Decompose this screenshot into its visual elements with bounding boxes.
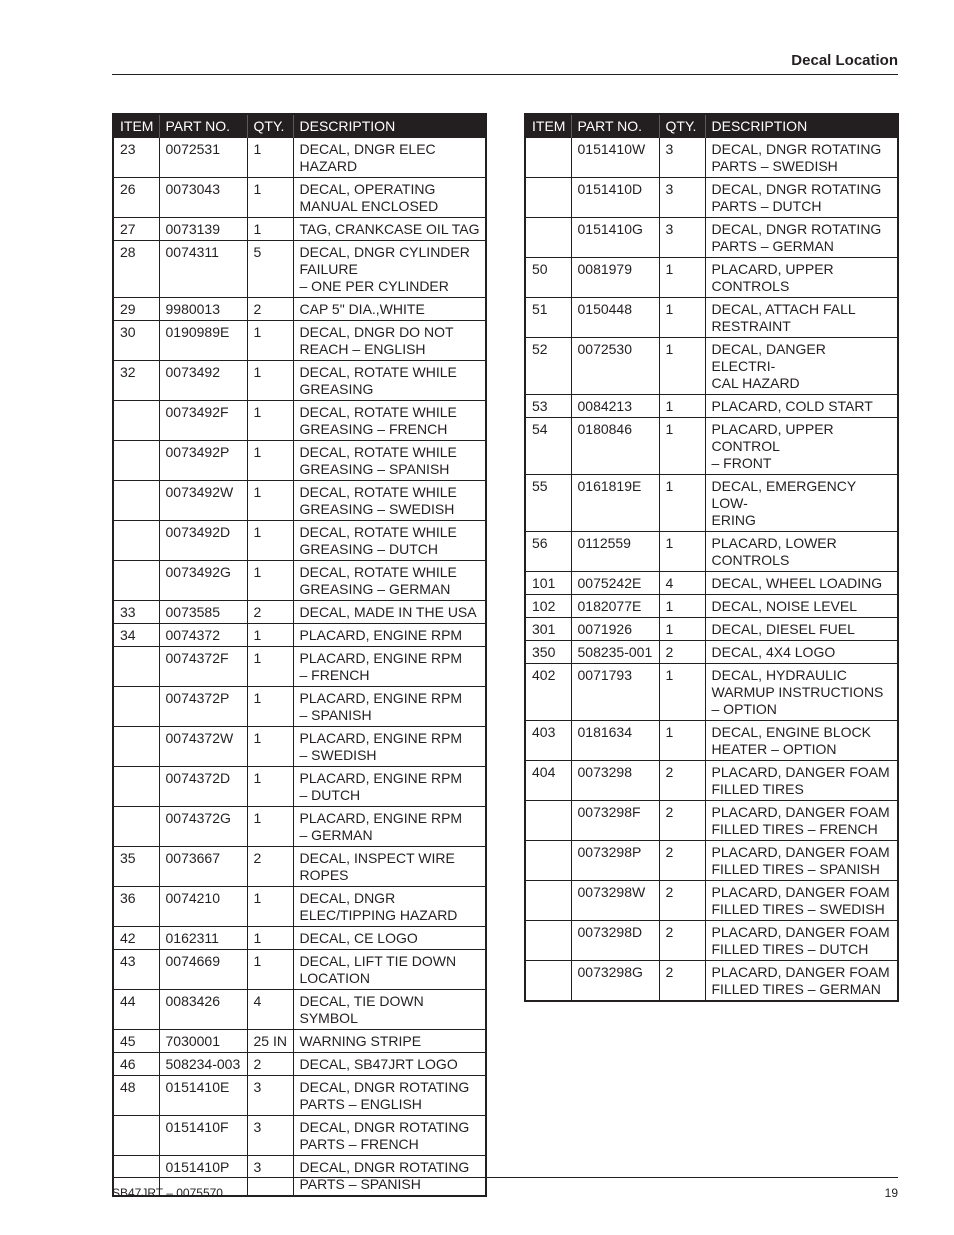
column-header-item: ITEM xyxy=(113,114,159,138)
part-no-cell: 0074372D xyxy=(159,767,247,807)
item-cell: 51 xyxy=(525,298,571,338)
table-row xyxy=(113,1116,486,1156)
column-header-qty: QTY. xyxy=(659,114,705,138)
column-header-description: DESCRIPTION xyxy=(293,114,486,138)
item-cell: 44 xyxy=(113,990,159,1030)
qty-cell: 1 xyxy=(247,401,293,441)
description-cell: PLACARD, ENGINE RPM – SWEDISH xyxy=(293,727,486,767)
item-cell xyxy=(525,961,571,1002)
part-no-cell: 0151410G xyxy=(571,218,659,258)
description-cell: DECAL, DNGR DO NOT REACH – ENGLISH xyxy=(293,321,486,361)
qty-cell: 2 xyxy=(659,801,705,841)
part-no-cell: 0073298 xyxy=(571,761,659,801)
description-cell: DECAL, DNGR ROTATING PARTS – GERMAN xyxy=(705,218,898,258)
part-no-cell: 0073667 xyxy=(159,847,247,887)
table-row xyxy=(113,521,486,561)
part-no-cell: 0151410E xyxy=(159,1076,247,1116)
table-row xyxy=(525,258,898,298)
qty-cell: 2 xyxy=(247,1053,293,1076)
table-row xyxy=(113,138,486,178)
item-cell: 301 xyxy=(525,618,571,641)
description-cell: DECAL, DNGR ROTATING PARTS – FRENCH xyxy=(293,1116,486,1156)
qty-cell: 1 xyxy=(247,441,293,481)
description-cell: DECAL, ROTATE WHILE GREASING – SWEDISH xyxy=(293,481,486,521)
qty-cell: 2 xyxy=(659,881,705,921)
table-row xyxy=(525,761,898,801)
table-row xyxy=(525,921,898,961)
qty-cell: 3 xyxy=(247,1156,293,1197)
description-cell: DECAL, SB47JRT LOGO xyxy=(293,1053,486,1076)
table-row xyxy=(525,801,898,841)
part-no-cell: 0074311 xyxy=(159,241,247,298)
description-cell: DECAL, LIFT TIE DOWN LOCATION xyxy=(293,950,486,990)
description-cell: DECAL, OPERATING MANUAL ENCLOSED xyxy=(293,178,486,218)
parts-table-left xyxy=(112,113,487,1197)
item-cell: 35 xyxy=(113,847,159,887)
part-no-cell: 0074210 xyxy=(159,887,247,927)
table-row xyxy=(113,767,486,807)
item-cell xyxy=(113,521,159,561)
item-cell: 45 xyxy=(113,1030,159,1053)
description-cell: DECAL, ROTATE WHILE GREASING – DUTCH xyxy=(293,521,486,561)
description-cell: DECAL, DANGER ELECTRI- CAL HAZARD xyxy=(705,338,898,395)
description-cell: DECAL, NOISE LEVEL xyxy=(705,595,898,618)
qty-cell: 2 xyxy=(247,298,293,321)
part-no-cell: 508234-003 xyxy=(159,1053,247,1076)
qty-cell: 1 xyxy=(247,178,293,218)
table-row xyxy=(113,990,486,1030)
description-cell: DECAL, INSPECT WIRE ROPES xyxy=(293,847,486,887)
item-cell: 50 xyxy=(525,258,571,298)
item-cell xyxy=(113,561,159,601)
item-cell xyxy=(525,921,571,961)
description-cell: DECAL, ENGINE BLOCK HEATER – OPTION xyxy=(705,721,898,761)
qty-cell: 2 xyxy=(659,841,705,881)
part-no-cell: 0072531 xyxy=(159,138,247,178)
part-no-cell: 0182077E xyxy=(571,595,659,618)
description-cell: DECAL, DNGR ELEC/TIPPING HAZARD xyxy=(293,887,486,927)
part-no-cell: 0073492 xyxy=(159,361,247,401)
description-cell: DECAL, DNGR ROTATING PARTS – ENGLISH xyxy=(293,1076,486,1116)
qty-cell: 1 xyxy=(247,218,293,241)
document-number: SB47JRT – 0075570 xyxy=(112,1186,223,1200)
description-cell: PLACARD, LOWER CONTROLS xyxy=(705,532,898,572)
item-cell xyxy=(113,767,159,807)
qty-cell: 2 xyxy=(659,921,705,961)
table-row xyxy=(525,532,898,572)
description-cell: PLACARD, UPPER CONTROLS xyxy=(705,258,898,298)
item-cell: 404 xyxy=(525,761,571,801)
table-row xyxy=(113,950,486,990)
table-row xyxy=(113,1030,486,1053)
description-cell: PLACARD, DANGER FOAM FILLED TIRES – SWEDISH xyxy=(705,881,898,921)
table-row xyxy=(113,361,486,401)
part-no-cell: 0071793 xyxy=(571,664,659,721)
item-cell: 43 xyxy=(113,950,159,990)
description-cell: PLACARD, ENGINE RPM – DUTCH xyxy=(293,767,486,807)
table-row xyxy=(525,395,898,418)
part-no-cell: 0073043 xyxy=(159,178,247,218)
part-no-cell: 0074372 xyxy=(159,624,247,647)
column-header-description: DESCRIPTION xyxy=(705,114,898,138)
table-row xyxy=(525,841,898,881)
qty-cell: 1 xyxy=(659,418,705,475)
description-cell: PLACARD, ENGINE RPM – FRENCH xyxy=(293,647,486,687)
item-cell xyxy=(113,687,159,727)
part-no-cell: 0073492D xyxy=(159,521,247,561)
part-no-cell: 0180846 xyxy=(571,418,659,475)
qty-cell: 1 xyxy=(247,647,293,687)
item-cell: 46 xyxy=(113,1053,159,1076)
table-row xyxy=(113,647,486,687)
description-cell: TAG, CRANKCASE OIL TAG xyxy=(293,218,486,241)
qty-cell: 2 xyxy=(659,961,705,1002)
qty-cell: 1 xyxy=(247,887,293,927)
table-header-row xyxy=(113,114,486,138)
table-row xyxy=(113,1076,486,1116)
item-cell: 33 xyxy=(113,601,159,624)
item-cell xyxy=(525,218,571,258)
part-no-cell: 0073298F xyxy=(571,801,659,841)
part-no-cell: 0190989E xyxy=(159,321,247,361)
table-row xyxy=(525,178,898,218)
item-cell xyxy=(525,138,571,178)
table-row xyxy=(525,881,898,921)
qty-cell: 25 IN xyxy=(247,1030,293,1053)
column-header-part-no: PART NO. xyxy=(159,114,247,138)
item-cell: 102 xyxy=(525,595,571,618)
item-cell: 23 xyxy=(113,138,159,178)
part-no-cell: 0150448 xyxy=(571,298,659,338)
item-cell: 402 xyxy=(525,664,571,721)
table-row xyxy=(113,687,486,727)
description-cell: PLACARD, DANGER FOAM FILLED TIRES – SPANISH xyxy=(705,841,898,881)
qty-cell: 1 xyxy=(659,395,705,418)
part-no-cell: 0075242E xyxy=(571,572,659,595)
qty-cell: 1 xyxy=(659,721,705,761)
item-cell xyxy=(113,727,159,767)
item-cell: 101 xyxy=(525,572,571,595)
part-no-cell: 0073298G xyxy=(571,961,659,1002)
table-row xyxy=(525,595,898,618)
item-cell xyxy=(113,441,159,481)
description-cell: PLACARD, ENGINE RPM – SPANISH xyxy=(293,687,486,727)
table-row xyxy=(525,618,898,641)
description-cell: DECAL, HYDRAULIC WARMUP INSTRUCTIONS – OPTION xyxy=(705,664,898,721)
header-rule xyxy=(112,74,898,75)
description-cell: DECAL, EMERGENCY LOW- ERING xyxy=(705,475,898,532)
qty-cell: 2 xyxy=(247,847,293,887)
part-no-cell: 0073492G xyxy=(159,561,247,601)
qty-cell: 1 xyxy=(247,138,293,178)
part-no-cell: 0084213 xyxy=(571,395,659,418)
item-cell: 32 xyxy=(113,361,159,401)
description-cell: DECAL, ROTATE WHILE GREASING xyxy=(293,361,486,401)
item-cell: 55 xyxy=(525,475,571,532)
part-no-cell: 0151410D xyxy=(571,178,659,218)
qty-cell: 3 xyxy=(247,1076,293,1116)
qty-cell: 3 xyxy=(659,218,705,258)
footer-rule xyxy=(112,1177,898,1178)
description-cell: DECAL, ATTACH FALL RESTRAINT xyxy=(705,298,898,338)
part-no-cell: 0073298P xyxy=(571,841,659,881)
part-no-cell: 0074372F xyxy=(159,647,247,687)
part-no-cell: 0151410P xyxy=(159,1156,247,1197)
description-cell: DECAL, DNGR ROTATING PARTS – SPANISH xyxy=(293,1156,486,1197)
qty-cell: 1 xyxy=(247,727,293,767)
item-cell xyxy=(113,401,159,441)
qty-cell: 1 xyxy=(659,595,705,618)
item-cell: 27 xyxy=(113,218,159,241)
table-header-row xyxy=(525,114,898,138)
description-cell: DECAL, TIE DOWN SYMBOL xyxy=(293,990,486,1030)
table-row xyxy=(525,298,898,338)
item-cell: 29 xyxy=(113,298,159,321)
qty-cell: 1 xyxy=(659,258,705,298)
item-cell xyxy=(113,647,159,687)
item-cell: 42 xyxy=(113,927,159,950)
part-no-cell: 0073492W xyxy=(159,481,247,521)
qty-cell: 4 xyxy=(659,572,705,595)
column-header-part-no: PART NO. xyxy=(571,114,659,138)
table-row xyxy=(113,624,486,647)
table-row xyxy=(525,218,898,258)
table-row xyxy=(113,178,486,218)
qty-cell: 1 xyxy=(247,624,293,647)
description-cell: DECAL, 4X4 LOGO xyxy=(705,641,898,664)
qty-cell: 1 xyxy=(659,475,705,532)
item-cell: 350 xyxy=(525,641,571,664)
qty-cell: 1 xyxy=(247,481,293,521)
item-cell: 34 xyxy=(113,624,159,647)
qty-cell: 1 xyxy=(659,298,705,338)
table-row xyxy=(525,138,898,178)
description-cell: PLACARD, ENGINE RPM xyxy=(293,624,486,647)
part-no-cell: 9980013 xyxy=(159,298,247,321)
part-no-cell: 0151410W xyxy=(571,138,659,178)
part-no-cell: 0074372P xyxy=(159,687,247,727)
qty-cell: 1 xyxy=(247,807,293,847)
table-row xyxy=(113,847,486,887)
part-no-cell: 0074669 xyxy=(159,950,247,990)
table-row xyxy=(525,418,898,475)
item-cell: 53 xyxy=(525,395,571,418)
table-row xyxy=(113,807,486,847)
description-cell: DECAL, DNGR CYLINDER FAILURE – ONE PER CYLINDER xyxy=(293,241,486,298)
qty-cell: 2 xyxy=(659,641,705,664)
description-cell: DECAL, ROTATE WHILE GREASING – SPANISH xyxy=(293,441,486,481)
part-no-cell: 0073139 xyxy=(159,218,247,241)
qty-cell: 1 xyxy=(247,521,293,561)
description-cell: PLACARD, DANGER FOAM FILLED TIRES – GERMAN xyxy=(705,961,898,1002)
table-row xyxy=(113,321,486,361)
qty-cell: 1 xyxy=(247,950,293,990)
item-cell: 403 xyxy=(525,721,571,761)
qty-cell: 1 xyxy=(659,618,705,641)
table-row xyxy=(113,298,486,321)
column-header-item: ITEM xyxy=(525,114,571,138)
table-row xyxy=(525,961,898,1002)
table-row xyxy=(113,561,486,601)
item-cell: 48 xyxy=(113,1076,159,1116)
item-cell: 30 xyxy=(113,321,159,361)
item-cell: 54 xyxy=(525,418,571,475)
table-row xyxy=(525,572,898,595)
item-cell: 52 xyxy=(525,338,571,395)
part-no-cell: 0081979 xyxy=(571,258,659,298)
table-row xyxy=(525,664,898,721)
part-no-cell: 0073298D xyxy=(571,921,659,961)
item-cell: 36 xyxy=(113,887,159,927)
part-no-cell: 0073492F xyxy=(159,401,247,441)
table-row xyxy=(525,641,898,664)
item-cell xyxy=(113,807,159,847)
description-cell: PLACARD, DANGER FOAM FILLED TIRES – DUTCH xyxy=(705,921,898,961)
description-cell: CAP 5" DIA.,WHITE xyxy=(293,298,486,321)
description-cell: PLACARD, ENGINE RPM – GERMAN xyxy=(293,807,486,847)
qty-cell: 1 xyxy=(247,687,293,727)
description-cell: PLACARD, DANGER FOAM FILLED TIRES xyxy=(705,761,898,801)
description-cell: DECAL, DIESEL FUEL xyxy=(705,618,898,641)
qty-cell: 1 xyxy=(659,338,705,395)
qty-cell: 1 xyxy=(247,927,293,950)
table-row xyxy=(113,887,486,927)
qty-cell: 4 xyxy=(247,990,293,1030)
item-cell xyxy=(113,1116,159,1156)
part-no-cell: 0162311 xyxy=(159,927,247,950)
qty-cell: 3 xyxy=(659,178,705,218)
table-row xyxy=(113,601,486,624)
qty-cell: 1 xyxy=(659,532,705,572)
part-no-cell: 0151410F xyxy=(159,1116,247,1156)
description-cell: DECAL, DNGR ROTATING PARTS – DUTCH xyxy=(705,178,898,218)
item-cell: 28 xyxy=(113,241,159,298)
item-cell xyxy=(113,481,159,521)
table-row xyxy=(113,441,486,481)
item-cell: 56 xyxy=(525,532,571,572)
description-cell: DECAL, CE LOGO xyxy=(293,927,486,950)
description-cell: DECAL, MADE IN THE USA xyxy=(293,601,486,624)
table-row xyxy=(525,475,898,532)
part-no-cell: 0074372W xyxy=(159,727,247,767)
part-no-cell: 7030001 xyxy=(159,1030,247,1053)
description-cell: PLACARD, DANGER FOAM FILLED TIRES – FRENCH xyxy=(705,801,898,841)
page-title: Decal Location xyxy=(791,52,898,69)
part-no-cell: 0074372G xyxy=(159,807,247,847)
qty-cell: 1 xyxy=(247,767,293,807)
qty-cell: 1 xyxy=(247,321,293,361)
table-row xyxy=(113,727,486,767)
description-cell: DECAL, DNGR ROTATING PARTS – SWEDISH xyxy=(705,138,898,178)
qty-cell: 2 xyxy=(247,601,293,624)
qty-cell: 2 xyxy=(659,761,705,801)
description-cell: PLACARD, COLD START xyxy=(705,395,898,418)
page-number: 19 xyxy=(884,1186,898,1200)
table-row xyxy=(113,401,486,441)
part-no-cell: 0161819E xyxy=(571,475,659,532)
part-no-cell: 0071926 xyxy=(571,618,659,641)
part-no-cell: 0083426 xyxy=(159,990,247,1030)
description-cell: WARNING STRIPE xyxy=(293,1030,486,1053)
table-row xyxy=(113,927,486,950)
item-cell: 26 xyxy=(113,178,159,218)
part-no-cell: 508235-001 xyxy=(571,641,659,664)
part-no-cell: 0112559 xyxy=(571,532,659,572)
table-row xyxy=(113,1053,486,1076)
column-header-qty: QTY. xyxy=(247,114,293,138)
qty-cell: 3 xyxy=(247,1116,293,1156)
parts-table-right xyxy=(524,113,899,1002)
part-no-cell: 0073492P xyxy=(159,441,247,481)
table-row xyxy=(525,338,898,395)
part-no-cell: 0073585 xyxy=(159,601,247,624)
qty-cell: 1 xyxy=(659,664,705,721)
item-cell xyxy=(525,178,571,218)
item-cell xyxy=(525,841,571,881)
part-no-cell: 0073298W xyxy=(571,881,659,921)
description-cell: PLACARD, UPPER CONTROL – FRONT xyxy=(705,418,898,475)
table-row xyxy=(113,218,486,241)
qty-cell: 1 xyxy=(247,561,293,601)
table-row xyxy=(113,481,486,521)
description-cell: DECAL, WHEEL LOADING xyxy=(705,572,898,595)
table-row xyxy=(113,241,486,298)
description-cell: DECAL, ROTATE WHILE GREASING – GERMAN xyxy=(293,561,486,601)
description-cell: DECAL, ROTATE WHILE GREASING – FRENCH xyxy=(293,401,486,441)
qty-cell: 1 xyxy=(247,361,293,401)
item-cell xyxy=(525,801,571,841)
part-no-cell: 0072530 xyxy=(571,338,659,395)
qty-cell: 5 xyxy=(247,241,293,298)
part-no-cell: 0181634 xyxy=(571,721,659,761)
item-cell xyxy=(525,881,571,921)
qty-cell: 3 xyxy=(659,138,705,178)
table-row xyxy=(525,721,898,761)
description-cell: DECAL, DNGR ELEC HAZARD xyxy=(293,138,486,178)
